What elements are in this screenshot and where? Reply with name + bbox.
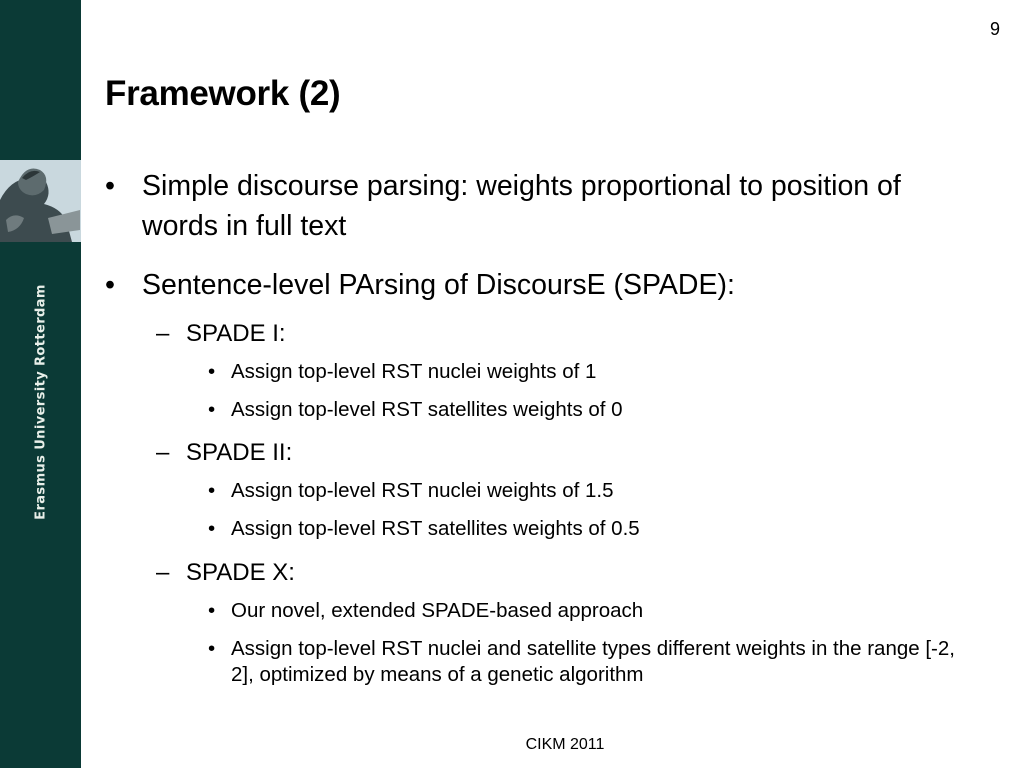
item-text: Assign top-level RST satellites weights of 0 [231, 398, 623, 421]
bullet-marker: • [208, 517, 216, 540]
item-spade-ii-satellites [208, 516, 966, 542]
dash-marker: – [156, 439, 170, 466]
sub-bullet-spade-i [156, 319, 286, 349]
bullet-marker: • [208, 398, 216, 421]
page-number: 9 [989, 19, 1000, 39]
bullet-marker: • [208, 599, 216, 622]
dash-marker: – [156, 320, 170, 347]
footer-conference: CIKM 2011 [525, 736, 605, 753]
item-text: Assign top-level RST nuclei and satellite types different weights in the range [-2, 2], optimized by means of a genetic algorithm [231, 637, 955, 686]
university-sidebar [0, 0, 81, 768]
sub-bullet-text: SPADE II: [186, 439, 293, 466]
bullet-spade [105, 265, 932, 305]
item-text: Assign top-level RST nuclei weights of 1 [231, 360, 597, 383]
item-text: Our novel, extended SPADE-based approach [231, 599, 644, 622]
bullet-marker: • [105, 269, 115, 301]
sub-bullet-text: SPADE I: [186, 320, 286, 347]
bullet-marker: • [208, 637, 216, 660]
sub-bullet-text: SPADE X: [186, 559, 295, 586]
sub-bullet-spade-ii [156, 438, 292, 468]
item-spade-x-weights [208, 636, 966, 688]
item-spade-ii-nuclei [208, 478, 966, 504]
erasmus-statue-image [0, 160, 81, 242]
item-spade-i-nuclei [208, 359, 966, 385]
university-name: Erasmus University Rotterdam [33, 284, 49, 520]
item-text: Assign top-level RST satellites weights of 0.5 [231, 517, 640, 540]
bullet-simple-discourse-parsing [105, 166, 932, 246]
bullet-text: Sentence-level PArsing of DiscoursE (SPADE): [142, 269, 735, 301]
bullet-marker: • [208, 479, 216, 502]
bullet-text: Simple discourse parsing: weights proportional to position of words in full text [142, 170, 901, 242]
statue-illustration [0, 160, 81, 242]
item-spade-i-satellites [208, 397, 966, 423]
item-text: Assign top-level RST nuclei weights of 1.5 [231, 479, 614, 502]
slide-title: Framework (2) [105, 74, 341, 113]
bullet-marker: • [208, 360, 216, 383]
sub-bullet-spade-x [156, 558, 295, 588]
dash-marker: – [156, 559, 170, 586]
bullet-marker: • [105, 170, 115, 202]
item-spade-x-novel [208, 598, 966, 624]
